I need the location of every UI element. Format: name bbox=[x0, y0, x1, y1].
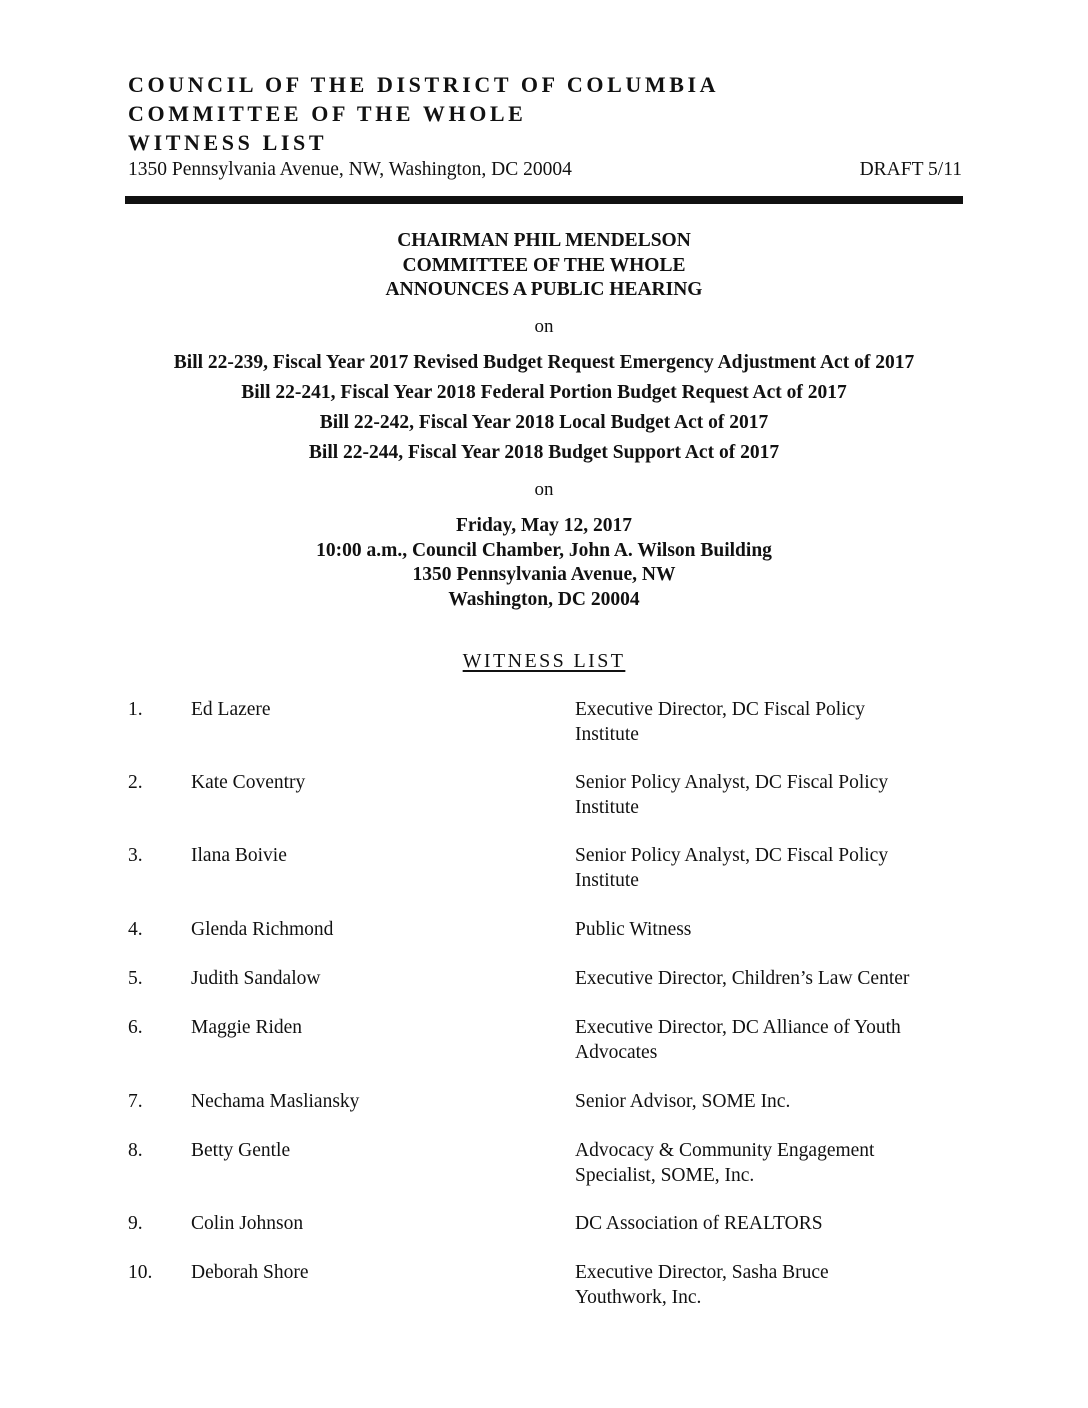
list-item bbox=[128, 918, 962, 967]
witness-affiliation bbox=[575, 844, 962, 918]
witness-number: 3. bbox=[128, 845, 143, 866]
list-item bbox=[128, 844, 962, 918]
witness-number: 8. bbox=[128, 1140, 143, 1161]
list-item bbox=[128, 1261, 962, 1313]
witness-name: Glenda Richmond bbox=[191, 919, 334, 940]
witness-number: 10. bbox=[128, 1262, 153, 1283]
hearing-details bbox=[0, 514, 1088, 612]
address-row bbox=[128, 158, 962, 182]
witness-name: Nechama Masliansky bbox=[191, 1091, 360, 1112]
witness-name: Deborah Shore bbox=[191, 1262, 309, 1283]
list-item bbox=[128, 698, 962, 771]
affiliation-line: Executive Director, Sasha Bruce bbox=[575, 1262, 829, 1283]
witness-name: Colin Johnson bbox=[191, 1213, 304, 1234]
witness-number: 9. bbox=[128, 1213, 143, 1234]
witness-name: Kate Coventry bbox=[191, 772, 306, 793]
list-item bbox=[128, 1016, 962, 1090]
affiliation-line: Institute bbox=[575, 723, 639, 745]
hearing-city: Washington, DC 20004 bbox=[448, 588, 640, 610]
affiliation-line: DC Association of REALTORS bbox=[575, 1213, 823, 1234]
list-item bbox=[128, 1139, 962, 1212]
list-item bbox=[128, 967, 962, 1016]
affiliation-line: Executive Director, DC Fiscal Policy bbox=[575, 699, 866, 720]
witness-affiliation bbox=[575, 918, 962, 967]
hearing-date: Friday, May 12, 2017 bbox=[455, 515, 633, 536]
witness-name: Betty Gentle bbox=[191, 1140, 291, 1161]
committee-title: COMMITTEE OF THE WHOLE bbox=[128, 101, 527, 126]
committee-line: COMMITTEE OF THE WHOLE bbox=[402, 254, 686, 276]
affiliation-line: Executive Director, Children’s Law Center bbox=[575, 968, 910, 989]
affiliation-line: Advocates bbox=[575, 1041, 658, 1063]
affiliation-line: Senior Policy Analyst, DC Fiscal Policy bbox=[575, 772, 889, 793]
witness-name: Maggie Riden bbox=[191, 1017, 303, 1038]
council-title: COUNCIL OF THE DISTRICT OF COLUMBIA bbox=[128, 72, 720, 97]
affiliation-line: Institute bbox=[575, 869, 639, 891]
hearing-announcement-line: ANNOUNCES A PUBLIC HEARING bbox=[385, 279, 703, 300]
affiliation-line: Specialist, SOME, Inc. bbox=[575, 1164, 755, 1186]
witness-affiliation bbox=[575, 1261, 962, 1313]
bill-item: Bill 22-244, Fiscal Year 2018 Budget Support Act of 2017 bbox=[308, 442, 780, 463]
witness-number: 2. bbox=[128, 772, 143, 793]
witness-number: 1. bbox=[128, 699, 143, 720]
list-item bbox=[128, 1212, 962, 1261]
list-item bbox=[128, 1090, 962, 1139]
header-rule bbox=[125, 196, 963, 204]
witness-affiliation bbox=[575, 771, 962, 844]
affiliation-line: Youthwork, Inc. bbox=[575, 1286, 702, 1308]
bill-item: Bill 22-242, Fiscal Year 2018 Local Budget Act of 2017 bbox=[319, 412, 769, 433]
bill-item: Bill 22-241, Fiscal Year 2018 Federal Portion Budget Request Act of 2017 bbox=[241, 382, 847, 403]
witness-affiliation bbox=[575, 1212, 962, 1261]
witness-list-heading bbox=[0, 648, 1088, 674]
witness-number: 4. bbox=[128, 919, 143, 940]
affiliation-line: Advocacy & Community Engagement bbox=[575, 1140, 875, 1161]
affiliation-line: Public Witness bbox=[575, 919, 692, 940]
announcement-block bbox=[0, 229, 1088, 303]
hearing-time-place: 10:00 a.m., Council Chamber, John A. Wilson Building bbox=[316, 539, 772, 561]
witness-name: Ilana Boivie bbox=[191, 845, 287, 866]
witness-affiliation bbox=[575, 967, 962, 1016]
witness-affiliation bbox=[575, 1016, 962, 1090]
witness-list-title: WITNESS LIST bbox=[462, 650, 626, 672]
witness-number: 7. bbox=[128, 1091, 143, 1112]
witness-list bbox=[128, 698, 962, 1313]
witness-number: 6. bbox=[128, 1017, 143, 1038]
council-address: 1350 Pennsylvania Avenue, NW, Washington, DC 20004 bbox=[128, 159, 572, 180]
chairman-line: CHAIRMAN PHIL MENDELSON bbox=[397, 230, 691, 251]
hearing-street: 1350 Pennsylvania Avenue, NW bbox=[412, 564, 676, 585]
list-item bbox=[128, 771, 962, 844]
witness-affiliation bbox=[575, 698, 962, 771]
draft-label: DRAFT 5/11 bbox=[859, 159, 962, 180]
affiliation-line: Senior Advisor, SOME Inc. bbox=[575, 1091, 791, 1112]
on-word-2: on bbox=[534, 479, 554, 500]
witness-number: 5. bbox=[128, 968, 143, 989]
witness-name: Ed Lazere bbox=[191, 699, 271, 720]
witness-affiliation bbox=[575, 1139, 962, 1212]
bill-list bbox=[0, 348, 1088, 468]
witness-affiliation bbox=[575, 1090, 962, 1139]
affiliation-line: Institute bbox=[575, 796, 639, 818]
bill-item: Bill 22-239, Fiscal Year 2017 Revised Budget Request Emergency Adjustment Act of 2017 bbox=[173, 352, 915, 373]
witness-name: Judith Sandalow bbox=[191, 968, 321, 989]
document-title: WITNESS LIST bbox=[128, 130, 328, 155]
affiliation-line: Senior Policy Analyst, DC Fiscal Policy bbox=[575, 845, 889, 866]
affiliation-line: Executive Director, DC Alliance of Youth bbox=[575, 1017, 901, 1038]
on-word-1: on bbox=[534, 316, 554, 337]
